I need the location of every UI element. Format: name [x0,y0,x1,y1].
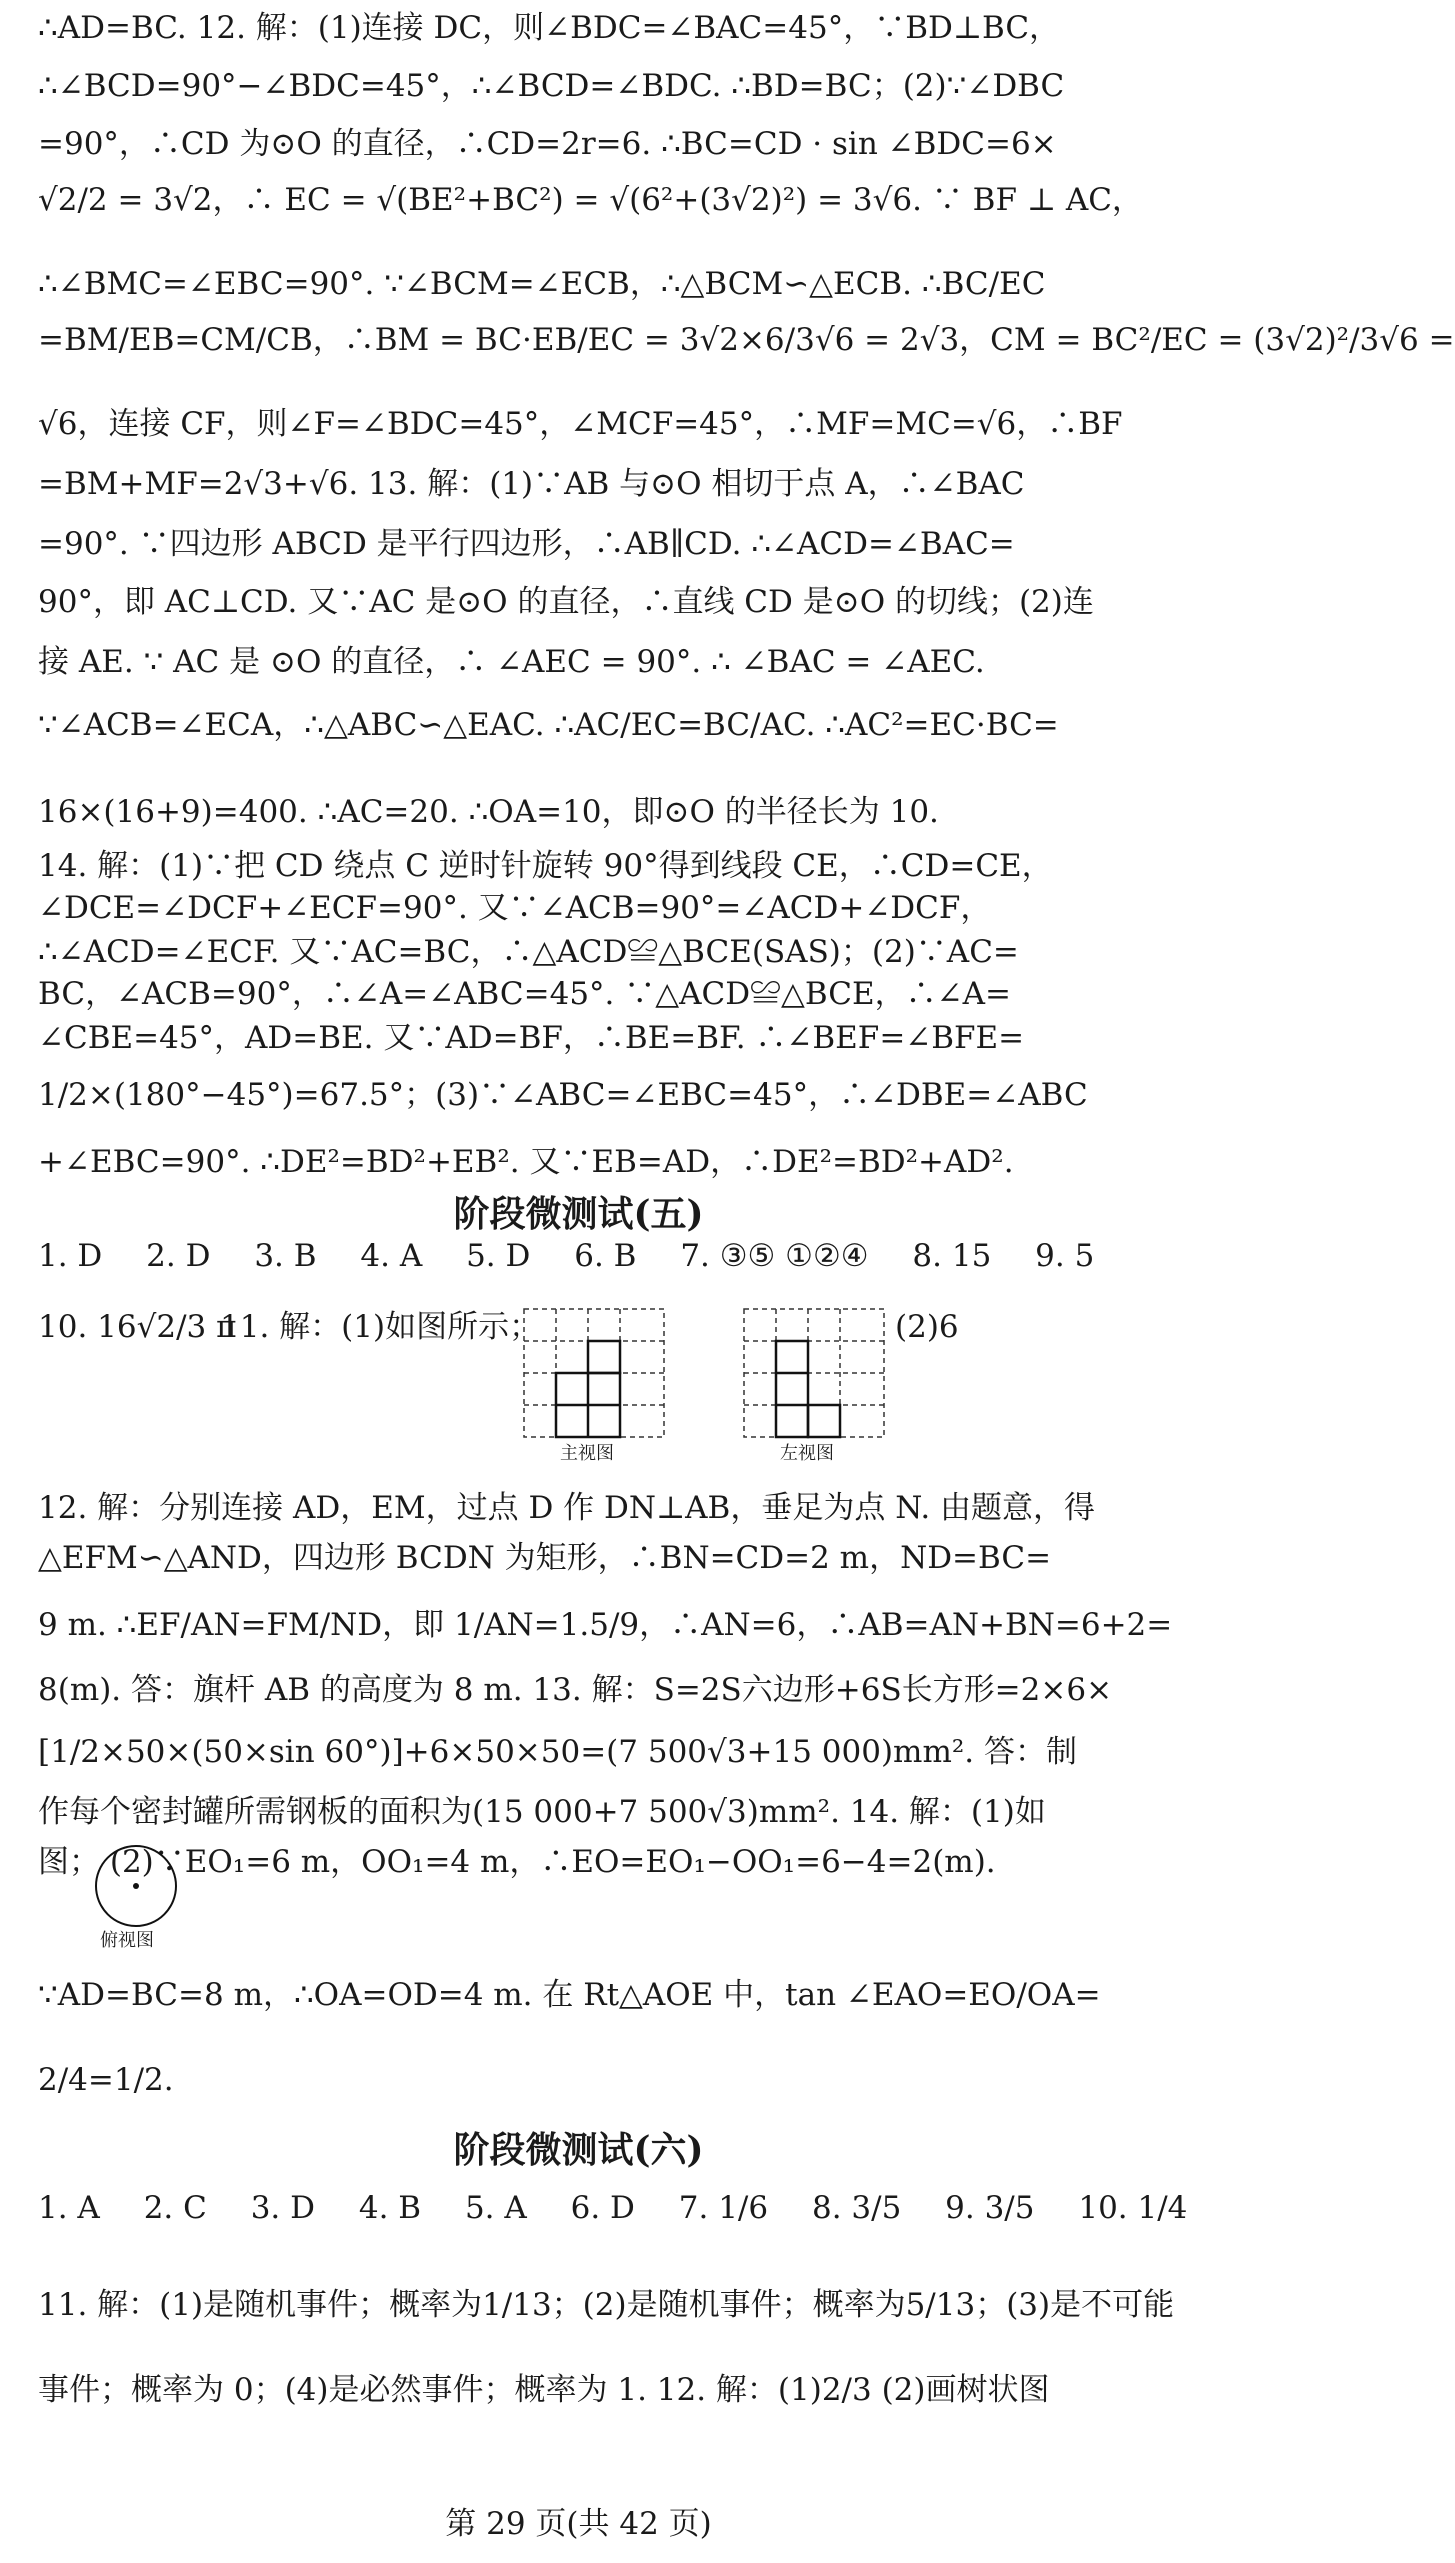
text-line: ∴∠BCD=90°−∠BDC=45°，∴∠BCD=∠BDC. ∴BD=BC；(2)∵∠DBC [38,68,1065,104]
answer-row [38,2190,1188,2226]
answer-item: 10. 1/4 [1078,2190,1188,2226]
text-line: 8(m). 答：旗杆 AB 的高度为 8 m. 13. 解：S=2S六边形+6S长方形=2×6× [38,1672,1113,1708]
section-title: 阶段微测试(五) [453,1193,704,1235]
top-view-caption: 俯视图 [100,1930,154,1951]
text-line: 作每个密封罐所需钢板的面积为(15 000+7 500√3)mm². 14. 解：(1)如 [38,1794,1046,1830]
text-line: ∵∠ACB=∠ECA，∴△ABC∽△EAC. ∴AC/EC=BC/AC. ∴AC²=EC·BC= [38,707,1059,743]
text-line: 14. 解：(1)∵把 CD 绕点 C 逆时针旋转 90°得到线段 CE，∴CD=CE， [38,848,1053,884]
text-line: 图； (2)∵EO₁=6 m，OO₁=4 m，∴EO=EO₁−OO₁=6−4=2(m). [38,1844,996,1880]
answer-item: 8. 15 [912,1238,992,1274]
left-view-diagram [740,1305,890,1465]
answer-item: 1. D [38,1238,103,1274]
answer-item: 6. B [574,1238,637,1274]
q10-answer: 10. 16√2/3 π [38,1309,237,1345]
answer-item: 2. C [143,2190,207,2226]
text-line: △EFM∽△AND，四边形 BCDN 为矩形，∴BN=CD=2 m，ND=BC= [38,1540,1052,1576]
answer-item: 9. 3/5 [945,2190,1035,2226]
section-title: 阶段微测试(六) [453,2129,704,2171]
text-line: ∠CBE=45°，AD=BE. 又∵AD=BF，∴BE=BF. ∴∠BEF=∠BFE= [38,1020,1025,1056]
text-line: BC，∠ACB=90°，∴∠A=∠ABC=45°. ∵△ACD≌△BCE，∴∠A= [38,976,1011,1012]
q11-part2: (2)6 [895,1309,959,1345]
text-line: 12. 解：分别连接 AD，EM，过点 D 作 DN⊥AB，垂足为点 N. 由题意，得 [38,1490,1096,1526]
top-view-diagram [88,1842,188,1952]
answer-item: 8. 3/5 [811,2190,902,2226]
text-line: √2/2 = 3√2，∴ EC = √(BE²+BC²) = √(6²+(3√2)²) = 3√6. ∵ BF ⊥ AC， [38,182,1143,218]
answer-item: 5. D [466,1238,531,1274]
answer-item: 3. D [250,2190,315,2226]
page-footer: 第 29 页(共 42 页) [445,2506,712,2542]
answer-item: 4. A [360,1238,423,1274]
front-view-caption: 主视图 [560,1443,614,1464]
text-line: +∠EBC=90°. ∴DE²=BD²+EB². 又∵EB=AD，∴DE²=BD²+AD². [38,1144,1014,1180]
text-line: ∠DCE=∠DCF+∠ECF=90°. 又∵∠ACB=90°=∠ACD+∠DCF， [38,890,992,926]
text-line: 2/4=1/2. [38,2062,174,2098]
answer-row [38,1238,1119,1274]
answer-item: 1. A [38,2190,100,2226]
answer-item: 7. 1/6 [678,2190,769,2226]
text-line: 1/2×(180°−45°)=67.5°；(3)∵∠ABC=∠EBC=45°，∴∠DBE=∠ABC [38,1077,1088,1113]
q11-text: 11. 解：(1)如图所示； [220,1309,541,1345]
text-line: ∴AD=BC. 12. 解：(1)连接 DC，则∠BDC=∠BAC=45°，∵BD⊥BC， [38,10,1061,46]
text-line: 9 m. ∴EF/AN=FM/ND，即 1/AN=1.5/9，∴AN=6，∴AB=AN+BN=6+2= [38,1607,1173,1643]
text-line: =90°，∴CD 为⊙O 的直径，∴CD=2r=6. ∴BC=CD · sin ∠BDC=6× [38,126,1057,162]
text-line: √6，连接 CF，则∠F=∠BDC=45°，∠MCF=45°，∴MF=MC=√6，∴BF [38,406,1123,442]
answer-item: 7. ③⑤ ①②④ [680,1238,869,1274]
text-line: ∴∠ACD=∠ECF. 又∵AC=BC，∴△ACD≌△BCE(SAS)；(2)∵AC= [38,934,1019,970]
answer-item: 9. 5 [1035,1238,1095,1274]
text-line: ∴∠BMC=∠EBC=90°. ∵∠BCM=∠ECB，∴△BCM∽△ECB. ∴BC/EC [38,266,1046,302]
answer-item: 4. B [358,2190,422,2226]
answer-item: 3. B [254,1238,317,1274]
text-line: 事件；概率为 0；(4)是必然事件；概率为 1. 12. 解：(1)2/3 (2)画树状图 [38,2372,1050,2408]
text-line: ∵AD=BC=8 m，∴OA=OD=4 m. 在 Rt△AOE 中，tan ∠EAO=EO/OA= [38,1977,1101,2013]
left-view-caption: 左视图 [780,1443,834,1464]
answer-item: 6. D [570,2190,635,2226]
answer-item: 2. D [146,1238,211,1274]
text-line: =BM+MF=2√3+√6. 13. 解：(1)∵AB 与⊙O 相切于点 A，∴∠BAC [38,466,1025,502]
text-line: =90°. ∵四边形 ABCD 是平行四边形，∴AB∥CD. ∴∠ACD=∠BAC= [38,526,1015,562]
front-view-diagram [520,1305,670,1465]
text-line: 接 AE. ∵ AC 是 ⊙O 的直径，∴ ∠AEC = 90°. ∴ ∠BAC = ∠AEC. [38,644,985,680]
answer-item: 5. A [464,2190,527,2226]
text-line: =BM/EB=CM/CB，∴BM = BC·EB/EC = 3√2×6/3√6 = 2√3，CM = BC²/EC = (3√2)²/3√6 = [38,322,1455,358]
text-line: [1/2×50×(50×sin 60°)]+6×50×50=(7 500√3+15 000)mm². 答：制 [38,1734,1077,1770]
text-line: 11. 解：(1)是随机事件；概率为1/13；(2)是随机事件；概率为5/13；(3)是不可能 [38,2287,1175,2323]
text-line: 16×(16+9)=400. ∴AC=20. ∴OA=10，即⊙O 的半径长为 10. [38,794,939,830]
text-line: 90°，即 AC⊥CD. 又∵AC 是⊙O 的直径，∴直线 CD 是⊙O 的切线；(2)连 [38,584,1094,620]
